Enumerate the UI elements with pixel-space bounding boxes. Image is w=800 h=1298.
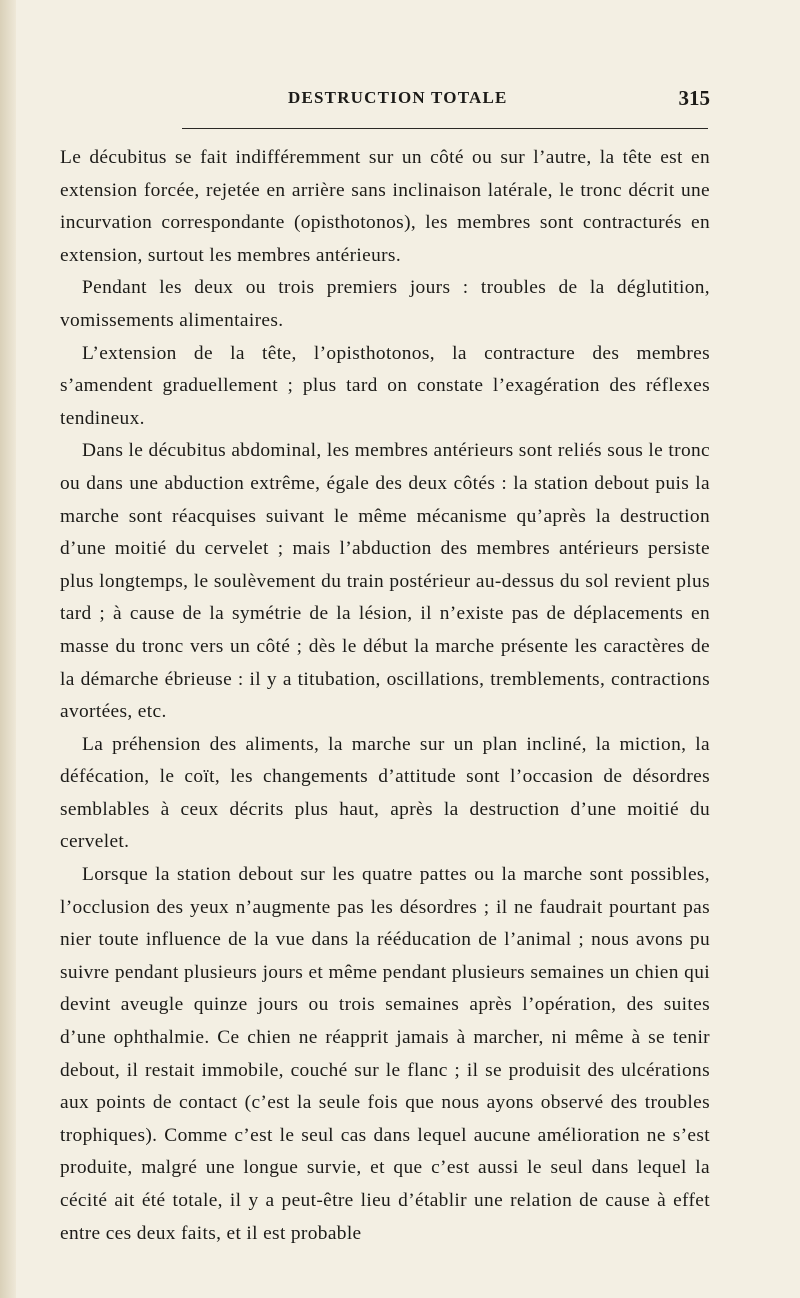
running-head: DESTRUCTION TOTALE [288, 88, 508, 107]
paragraph: L’extension de la tête, l’opisthotonos, la contracture des membres s’amendent graduellement ; plus tard on constate l’exagération des réflexes tendineux. [60, 342, 710, 429]
paragraph: Lorsque la station debout sur les quatre pattes ou la marche sont possibles, l’occlusion des yeux n’augmente pas les désordres ; il ne faudrait pourtant pas nier toute influence de la vue dans la rééducation de l’animal ; nous avons pu suivre pendant plusieurs jours et même pendant plusieurs semaines un chien qui devint aveugle quinze jours ou trois semaines après l’opération, des suites d’une ophthalmie. Ce chien ne réapprit jamais à marcher, ni même à se tenir debout, il restait immobile, couché sur le flanc ; il se produisit des ulcérations aux points de contact (c’est la seule fois que nous ayons observé des troubles trophiques). Comme c’est le seul cas dans lequel aucune amélioration ne s’est produite, malgré une longue survie, et que c’est aussi le seul dans lequel la cécité ait été totale, il y a peut-être lieu d’établir une relation de cause à effet entre ces deux faits, et il est probable [60, 864, 710, 1244]
body-text [60, 142, 710, 1250]
paragraph: Pendant les deux ou trois premiers jours : troubles de la déglutition, vomissements alimentaires. [60, 277, 710, 331]
page-header [60, 86, 710, 116]
header-rule [182, 128, 708, 129]
page-number: 315 [678, 86, 710, 110]
paragraph: Dans le décubitus abdominal, les membres antérieurs sont reliés sous le tronc ou dans une abduction extrême, égale des deux côtés : la station debout puis la marche sont réacquises suivant le même mécanisme qu’après la destruction d’une moitié du cervelet ; mais l’abduction des membres antérieurs persiste plus longtemps, le soulèvement du train postérieur au-dessus du sol revient plus tard ; à cause de la symétrie de la lésion, il n’existe pas de déplacements en masse du tronc vers un côté ; dès le début la marche présente les caractères de la démarche ébrieuse : il y a titubation, oscillations, tremblements, contractions avortées, etc. [60, 440, 710, 723]
paragraph: Le décubitus se fait indifféremment sur un côté ou sur l’autre, la tête est en extension forcée, rejetée en arrière sans inclinaison latérale, le tronc décrit une incurvation correspondante (opisthotonos), les membres sont contracturés en extension, surtout les membres antérieurs. [60, 147, 710, 266]
page-edge [0, 0, 16, 1298]
paragraph: La préhension des aliments, la marche sur un plan incliné, la miction, la défécation, le coït, les changements d’attitude sont l’occasion de désordres semblables à ceux décrits plus haut, après la destruction d’une moitié du cervelet. [60, 733, 710, 853]
